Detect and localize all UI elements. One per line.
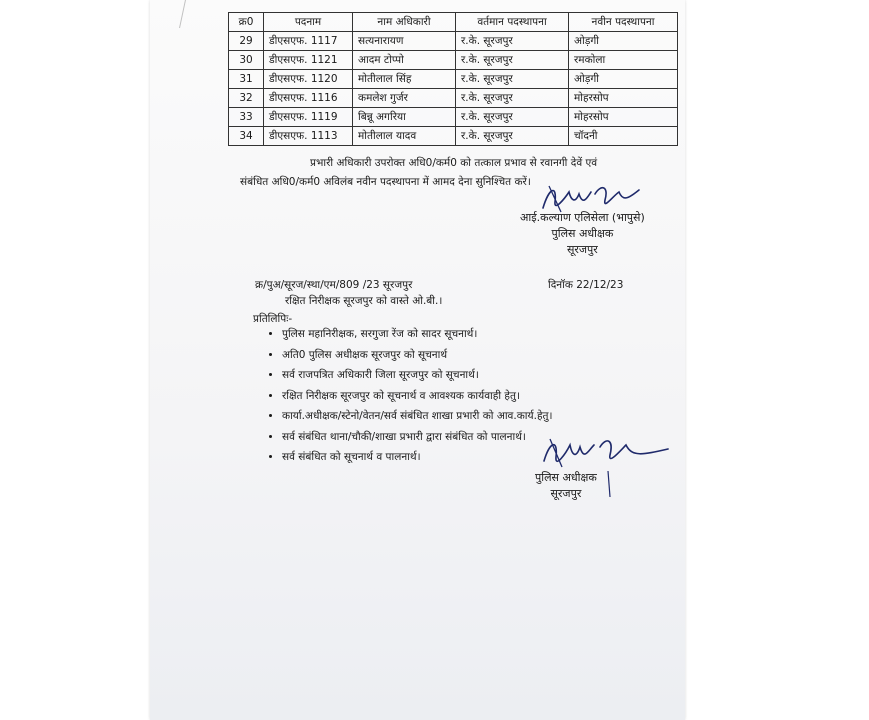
cell-post: डीएसएफ. 1119 (264, 108, 353, 127)
cell-current-posting: र.के. सूरजपुर (456, 32, 569, 51)
header-current-posting: वर्तमान पदस्थापना (456, 13, 569, 32)
cell-current-posting: र.के. सूरजपुर (456, 70, 569, 89)
cell-new-posting: ओड़गी (569, 32, 678, 51)
cell-post: डीएसएफ. 1121 (264, 51, 353, 70)
cell-new-posting: मोहरसोप (569, 89, 678, 108)
list-item: • रक्षित निरीक्षक सूरजपुर को सूचनार्थ व आवश्यक कार्यवाही हेतु। (282, 386, 553, 407)
header-serial: क्र0 (229, 13, 264, 32)
signatory-designation: पुलिस अधीक्षक (551, 227, 614, 240)
cell-serial: 33 (229, 108, 264, 127)
list-item: • सर्व संबंधित को सूचनार्थ व पालनार्थ। (282, 447, 553, 468)
list-item: • अति0 पुलिस अधीक्षक सूरजपुर को सूचनार्थ (282, 345, 553, 366)
cell-new-posting: रमकोला (569, 51, 678, 70)
cell-new-posting: चॉदनी (569, 127, 678, 146)
table-row (229, 32, 678, 51)
signature-block-1 (520, 210, 645, 258)
instruction-line-1: प्रभारी अधिकारी उपरोक्त अधि0/कर्म0 को तत्काल प्रभाव से रवानगी देवें एवं (310, 157, 598, 169)
cell-post: डीएसएफ. 1117 (264, 32, 353, 51)
transfer-table (228, 12, 678, 146)
table-row (229, 127, 678, 146)
cell-new-posting: ओड़गी (569, 70, 678, 89)
cell-post: डीएसएफ. 1120 (264, 70, 353, 89)
cell-serial: 32 (229, 89, 264, 108)
cell-post: डीएसएफ. 1116 (264, 89, 353, 108)
instruction-line-2: संबंधित अधि0/कर्म0 अविलंब नवीन पदस्थापना में आमद देना सुनिश्चित करें। (240, 176, 531, 188)
reference-number: क्र/पुअ/सूरज/स्था/एम/809 /23 सूरजपुर (255, 279, 413, 291)
cell-serial: 34 (229, 127, 264, 146)
header-officer-name: नाम अधिकारी (353, 13, 456, 32)
cell-current-posting: र.के. सूरजपुर (456, 108, 569, 127)
paper-fold-mark (179, 0, 196, 28)
cell-officer-name: मोतीलाल यादव (353, 127, 456, 146)
header-new-posting: नवीन पदस्थापना (569, 13, 678, 32)
signatory-place: सूरजपुर (550, 487, 582, 500)
reference-for: रक्षित निरीक्षक सूरजपुर को वास्ते ओ.बी.। (285, 295, 443, 307)
copy-list (268, 324, 553, 468)
header-post: पदनाम (264, 13, 353, 32)
cell-current-posting: र.के. सूरजपुर (456, 51, 569, 70)
signatory-place: सूरजपुर (566, 243, 598, 256)
signatory-designation: पुलिस अधीक्षक (535, 471, 597, 484)
cell-serial: 29 (229, 32, 264, 51)
cell-officer-name: आदम टोप्पो (353, 51, 456, 70)
cell-serial: 31 (229, 70, 264, 89)
table-row (229, 89, 678, 108)
cell-new-posting: मोहरसोप (569, 108, 678, 127)
cell-current-posting: र.के. सूरजपुर (456, 127, 569, 146)
list-item: • सर्व राजपत्रित अधिकारी जिला सूरजपुर को सूचनार्थ। (282, 365, 553, 386)
table-header-row (229, 13, 678, 32)
list-item: • कार्या.अधीक्षक/स्टेनो/वेतन/सर्व संबंधित शाखा प्रभारी को आव.कार्य.हेतु। (282, 406, 553, 427)
copy-title: प्रतिलिपिः- (253, 313, 293, 325)
cell-post: डीएसएफ. 1113 (264, 127, 353, 146)
table-row (229, 108, 678, 127)
cell-current-posting: र.के. सूरजपुर (456, 89, 569, 108)
cell-officer-name: मोतीलाल सिंह (353, 70, 456, 89)
table-row (229, 70, 678, 89)
signature-block-2 (535, 470, 597, 502)
list-item: • पुलिस महानिरीक्षक, सरगुजा रेंज को सादर सूचनार्थ। (282, 324, 553, 345)
reference-date: दिनॉक 22/12/23 (548, 279, 624, 291)
cell-officer-name: बिन्नू अगरिया (353, 108, 456, 127)
cell-serial: 30 (229, 51, 264, 70)
table-row (229, 51, 678, 70)
list-item: • सर्व संबंधित थाना/चौकी/शाखा प्रभारी द्वारा संबंधित को पालनार्थ। (282, 427, 553, 448)
signatory-name: आई.कल्याण एलिसेला (भापुसे) (520, 211, 645, 224)
document-page (150, 0, 685, 720)
cell-officer-name: कमलेश गुर्जर (353, 89, 456, 108)
cell-officer-name: सत्यनारायण (353, 32, 456, 51)
